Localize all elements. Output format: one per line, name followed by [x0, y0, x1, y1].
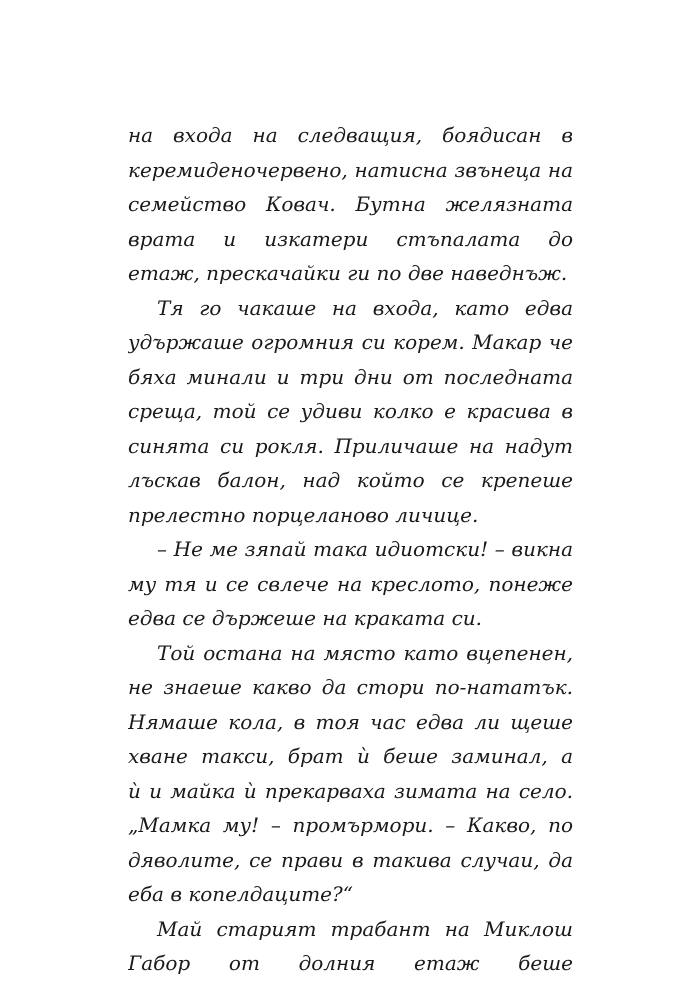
text-line: „Мамка му! – промърмори. – Какво, по — [128, 813, 573, 837]
text-line: лъскав балон, над който се крепеше — [128, 468, 573, 492]
text-line: Габор от долния етаж беше — [128, 951, 573, 975]
text-line: среща, той се удиви колко е красива в — [128, 399, 573, 423]
text-line: едва се държеше на краката си. — [128, 606, 483, 630]
text-line: Май старият трабант на Миклош — [157, 916, 573, 941]
text-line: Нямаше кола, в тоя час едва ли щеше — [128, 709, 573, 734]
text-line: не знаеше какво да стори по-нататък. — [128, 675, 573, 699]
text-line: удържаше огромния си корем. Макар че — [128, 330, 573, 354]
text-line: еба в копелдаците?“ — [128, 882, 353, 906]
text-line: прелестно порцеланово личице. — [128, 502, 479, 527]
text-line: Тя го чакаше на входа, като едва — [157, 295, 573, 320]
text-line: Той остана на място като вцепенен, — [157, 640, 573, 665]
text-line: – Не ме зяпай така идиотски! – викна — [157, 537, 573, 561]
text-line: му тя и се свлече на креслото, понеже — [128, 571, 573, 596]
text-line: врата и изкатери стъпалата до — [128, 226, 573, 251]
text-line: семейство Ковач. Бутна желязната — [128, 192, 573, 216]
text-line: ѝ и майка ѝ прекарваха зимата на село. — [128, 778, 573, 803]
body-text — [128, 118, 573, 981]
text-line: на входа на следващия, боядисан в — [128, 123, 573, 147]
text-line: керемиденочервено, натисна звънеца на — [128, 157, 573, 182]
text-line: хване такси, брат ѝ беше заминал, а — [128, 744, 573, 768]
text-line: дяволите, се прави в такива случаи, да — [128, 847, 573, 872]
text-line: бяха минали и три дни от последната — [128, 364, 573, 389]
text-line: синята си рокля. Приличаше на надут — [128, 433, 573, 458]
text-line: етаж, прескачайки ги по две наведнъж. — [128, 261, 568, 285]
